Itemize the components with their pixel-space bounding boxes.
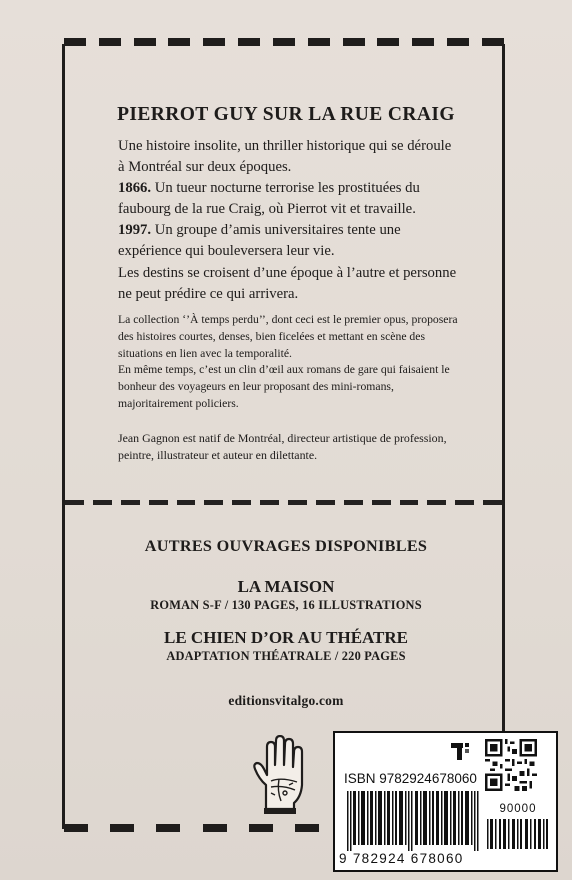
left-border — [62, 44, 65, 829]
synopsis-1997 — [118, 220, 458, 262]
isbn-label: ISBN 9782924678060 — [344, 771, 477, 786]
barcode-digits: 9 782924 678060 — [339, 851, 464, 866]
synopsis — [118, 136, 458, 305]
other-book-subtitle: ADAPTATION THÉATRALE / 220 PAGES — [166, 649, 406, 663]
other-book-title: LA MAISON — [237, 577, 335, 596]
price-addon-barcode — [487, 819, 549, 849]
year-1997: 1997. — [118, 222, 152, 239]
price-code: 90000 — [499, 803, 537, 815]
synopsis-intro: Une histoire insolite, un thriller historique qui se déroule à Montréal sur deux époques. — [118, 138, 452, 176]
ean-barcode — [347, 791, 481, 851]
collection-description — [118, 312, 458, 413]
author-bio — [118, 430, 458, 464]
other-book-title: LE CHIEN D’OR AU THÉATRE — [163, 628, 409, 647]
collection-para-2: En même temps, c’est un clin d’œil aux romans de gare qui faisaient le bonheur des voyageurs en leur proposant des mini-romans, majoritairement policiers. — [118, 363, 450, 410]
section-divider — [65, 499, 502, 507]
book-title: PIERROT GUY SUR LA RUE CRAIG — [117, 104, 455, 125]
collection-para-1: La collection ‘’À temps perdu’’, dont ceci est le premier opus, proposera des histoires courtes, denses, bien ficelées et mettant en scène des situations en lien avec la temporalité. — [118, 313, 458, 360]
synopsis-1997-text: Un groupe d’amis universitaires tente une expérience qui bouleversera leur vie. — [118, 222, 401, 260]
author-bio-text: Jean Gagnon est natif de Montréal, directeur artistique de profession, peintre, illustrateur et auteur en dilettante. — [118, 431, 447, 462]
synopsis-1866-text: Un tueur nocturne terrorise les prostituées du faubourg de la rue Craig, où Pierrot vit et travaille. — [118, 180, 420, 218]
synopsis-outro: Les destins se croisent d’une époque à l’autre et personne ne peut prédire ce qui arrivera. — [118, 264, 457, 302]
qr-code-icon — [485, 739, 537, 791]
synopsis-1866 — [118, 178, 458, 220]
other-book-subtitle: ROMAN S-F / 130 PAGES, 16 ILLUSTRATIONS — [150, 598, 422, 612]
publisher-logo-mark-icon — [451, 741, 477, 763]
publisher-website: editionsvitalgo.com — [228, 693, 344, 708]
other-works-heading: AUTRES OUVRAGES DISPONIBLES — [144, 537, 428, 555]
year-1866: 1866. — [118, 180, 152, 197]
palm-hand-logo-icon — [249, 735, 311, 815]
barcode-panel — [333, 731, 558, 872]
top-dashed-border — [64, 37, 504, 46]
